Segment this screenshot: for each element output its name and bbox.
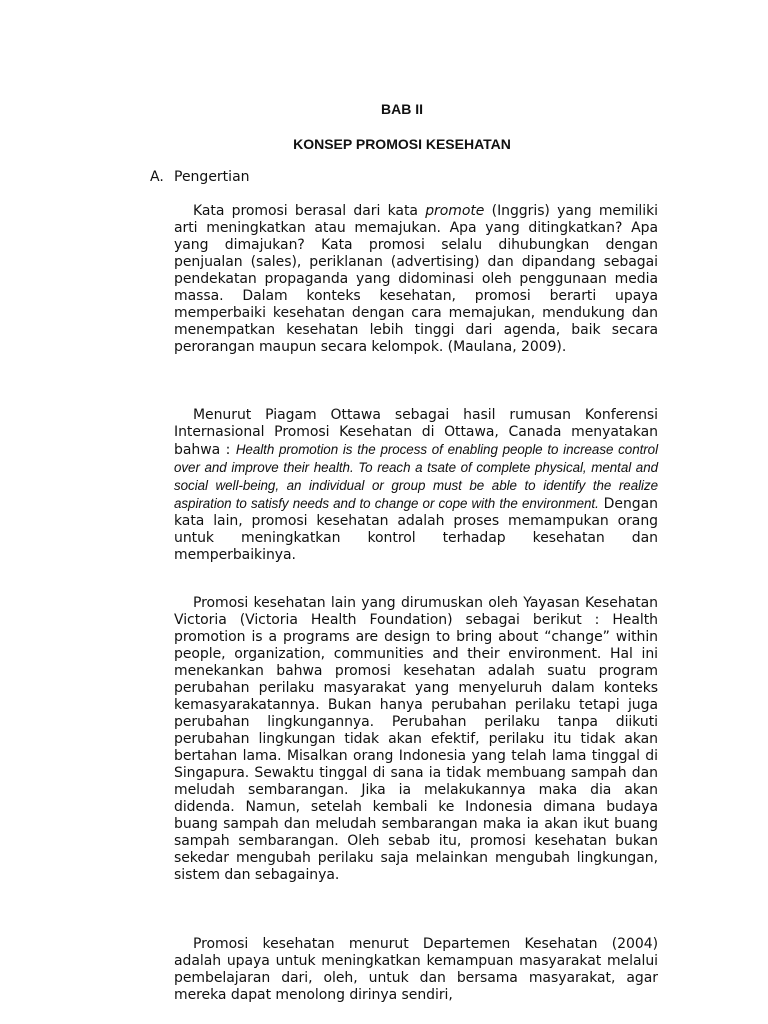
chapter-title: BAB II — [381, 101, 423, 117]
paragraph-2 — [174, 407, 658, 564]
paragraph-1 — [174, 203, 658, 356]
paragraph-text: Promosi kesehatan lain yang dirumuskan oleh Yayasan Kesehatan Victoria (Victoria Health Foundation) sebagai berikut : Health promotion is a programs are design to bring about “change” within people, organization, communities and their environment. Hal ini menekankan bahwa promosi kesehatan adalah suatu program perubahan perilaku masyarakat yang menyeluruh dalam konteks kemasyarakatannya. Bukan hanya perubahan perilaku tetapi juga perubahan lingkungannya. Perubahan perilaku tanpa diikuti perubahan lingkungan tidak akan efektif, perilaku itu tidak akan bertahan lama. Misalkan orang Indonesia yang telah lama tinggal di Singapura. Sewaktu tinggal di sana ia tidak membuang sampah dan meludah sembarangan. Jika ia melakukannya maka dia akan didenda. Namun, setelah kembali ke Indonesia dimana budaya buang sampah dan meludah sembarangan maka ia akan ikut buang sampah sembarangan. Oleh sebab itu, promosi kesehatan bukan sekedar mengubah perilaku saja melainkan mengubah lingkungan, sistem dan sebagainya. — [174, 595, 658, 883]
paragraph-text: Menurut Piagam Ottawa sebagai hasil rumusan Konferensi Internasional Promosi Kesehatan di Ottawa, Canada menyatakan bahwa : — [174, 407, 658, 458]
quote-text: Health promotion is the process of enabling people to increase control over and improve their health. To reach a tsate of complete physical, mental and social well-being, an individual or group must be able to identify the realize aspiration to satisfy needs and to change or cope with the environment. — [174, 442, 658, 511]
section-number: A. — [150, 169, 164, 185]
chapter-heading: KONSEP PROMOSI KESEHATAN — [293, 136, 511, 152]
paragraph-4 — [174, 936, 658, 1004]
paragraph-text: Dengan kata lain, promosi kesehatan adalah proses memampukan orang untuk meningkatkan kontrol terhadap kesehatan dan memperbaikinya. — [174, 496, 658, 563]
emphasis-text: promote — [425, 203, 485, 219]
paragraph-text: Kata promosi berasal dari kata — [193, 203, 426, 219]
paragraph-text: Promosi kesehatan menurut Departemen Kesehatan (2004) adalah upaya untuk meningkatkan kemampuan masyarakat melalui pembelajaran dari, oleh, untuk dan bersama masyarakat, agar mereka dapat menolong dirinya sendiri, — [174, 936, 658, 1003]
section-heading — [150, 169, 250, 186]
paragraph-text: (Inggris) yang memiliki arti meningkatkan atau memajukan. Apa yang ditingkatkan? Apa yang dimajukan? Kata promosi selalu dihubungkan dengan penjualan (sales), periklanan (advertising) dan dipandang sebagai pendekatan propaganda yang didominasi oleh penggunaan media massa. Dalam konteks kesehatan, promosi berarti upaya memperbaiki kesehatan dengan cara memajukan, mendukung dan menempatkan kesehatan lebih tinggi dari agenda, baik secara perorangan maupun secara kelompok. (Maulana, 2009). — [174, 203, 658, 355]
section-title: Pengertian — [174, 169, 250, 185]
paragraph-3 — [174, 595, 658, 884]
